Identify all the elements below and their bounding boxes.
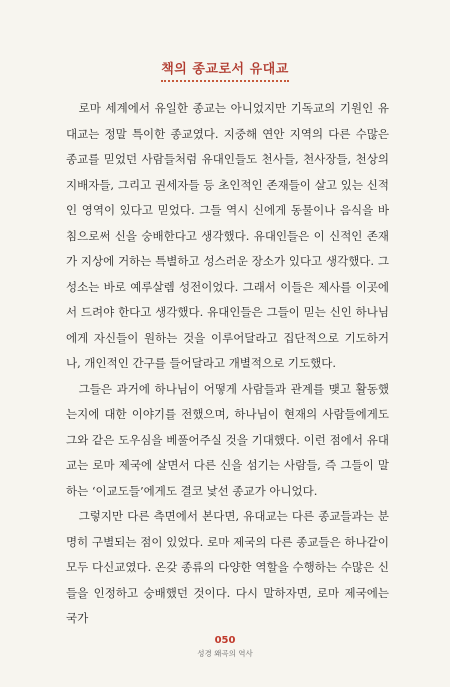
paragraph: 그들은 과거에 하나님이 어떻게 사람들과 관계를 맺고 활동했는지에 대한 이야기를 전했으며, 하나님이 현재의 사람들에게도 그와 같은 도우심을 베풀어주실 것을 기대했다. 이런 점에서 유대교는 로마 제국에 살면서 다른 신을 섬기는 사람들, 즉 그들이 말하는 ‘이교도들’에게도 결코 낯선 종교가 아니었다. <box>66 381 389 498</box>
page-number: 050 <box>214 635 236 646</box>
body-text <box>66 96 389 632</box>
paragraph: 로마 세계에서 유일한 종교는 아니었지만 기독교의 기원인 유대교는 정말 특이한 종교였다. 지중해 연안 지역의 다른 수많은 종교를 믿었던 사람들처럼 유대인들도 천사들, 천사장들, 천상의 지배자들, 그리고 권세자들 등 초인적인 존재들이 살고 있는 신적인 영역이 있다고 믿었다. 그들 역시 신에게 동물이나 음식을 바침으로써 신을 숭배한다고 생각했다. 유대인들은 이 신적인 존재가 지상에 거하는 특별하고 성스러운 장소가 있다고 생각했다. 그 성소는 바로 예루살렘 성전이었다. 그래서 이들은 제사를 이곳에서 드려야 한다고 생각했다. 유대인들은 그들이 믿는 신인 하나님에게 자신들이 원하는 것을 이루어달라고 집단적으로 기도하거나, 개인적인 간구를 들어달라고 개별적으로 기도했다. <box>66 101 389 370</box>
running-book-title: 성경 왜곡의 역사 <box>197 649 253 658</box>
page-footer <box>0 634 450 660</box>
paragraph: 그렇지만 다른 측면에서 본다면, 유대교는 다른 종교들과는 분명히 구별되는 점이 있었다. 로마 제국의 다른 종교들은 하나같이 모두 다신교였다. 온갖 종류의 다양한 역할을 수행하는 수많은 신들을 인정하고 숭배했던 것이다. 다시 말하자면, 로마 제국에는 국가 <box>66 509 389 625</box>
section-title: 책의 종교로서 유대교 <box>161 58 289 82</box>
section-title-wrap <box>0 58 450 82</box>
